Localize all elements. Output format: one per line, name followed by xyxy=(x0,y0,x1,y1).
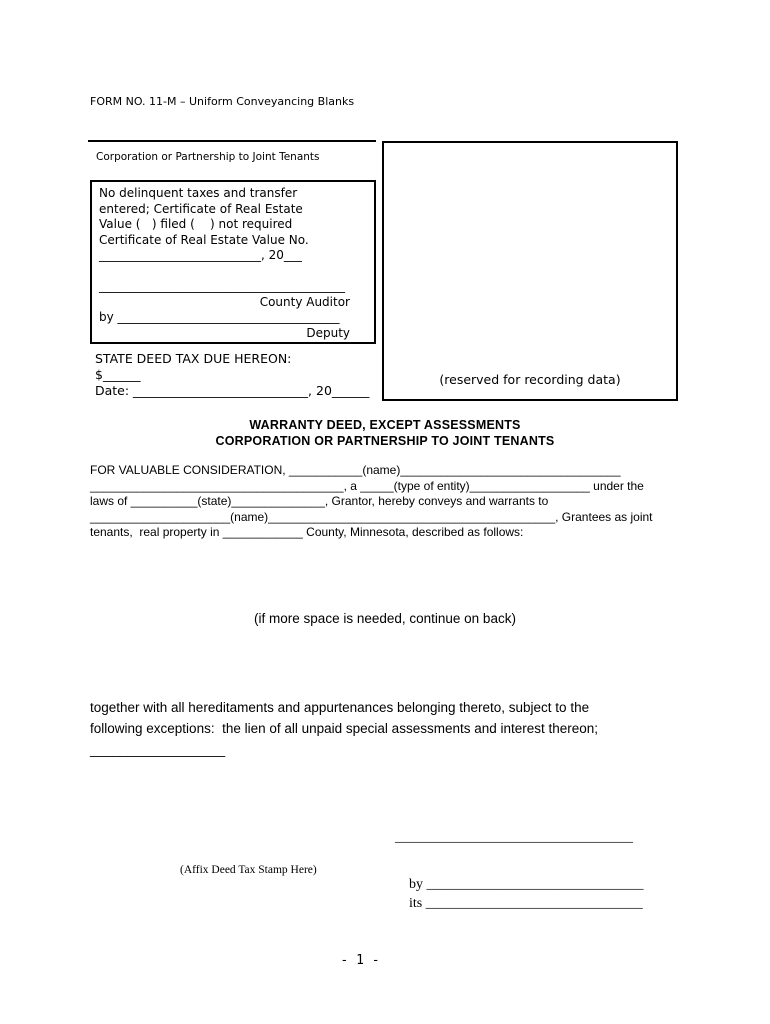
recording-data-box xyxy=(382,141,678,401)
deed-tax-heading: STATE DEED TAX DUE HEREON: xyxy=(95,351,292,366)
consideration-line: laws of __________(state)______________, Grantor, hereby conveys and warrants to xyxy=(90,494,549,508)
deed-tax-stamp-note: (Affix Deed Tax Stamp Here) xyxy=(180,864,317,876)
hereditaments-line: following exceptions: the lien of all unpaid special assessments and interest thereon; xyxy=(90,721,599,736)
deed-tax-amount-blank: $______ xyxy=(95,367,141,382)
consideration-line: _____________________(name)___________________________________________, Grantees as joint xyxy=(90,509,653,524)
consideration-line: tenants, real property in ____________ County, Minnesota, described as follows: xyxy=(90,525,524,539)
consideration-line: ______________________________________, a _____(type of entity)__________________ under the xyxy=(90,478,644,493)
auditor-box-line: entered; Certificate of Real Estate xyxy=(99,201,303,216)
hereditaments-paragraph xyxy=(90,697,690,760)
continue-on-back-note: (if more space is needed, continue on back) xyxy=(254,611,516,626)
page-number: - 1 - xyxy=(340,953,380,968)
hereditaments-line: together with all hereditaments and appurtenances belonging thereto, subject to the xyxy=(90,700,590,715)
deputy-label: Deputy xyxy=(306,325,350,340)
recording-data-label: (reserved for recording data) xyxy=(439,372,621,387)
auditor-box-line: No delinquent taxes and transfer xyxy=(99,186,298,200)
auditor-box-spacer xyxy=(99,264,350,280)
auditor-box-line: Value ( ) filed ( ) not required xyxy=(99,217,293,231)
document-title-line2: CORPORATION OR PARTNERSHIP TO JOINT TENANTS xyxy=(215,434,555,448)
document-title xyxy=(0,417,770,449)
grantor-signature-blank: __________________________________ xyxy=(395,830,633,845)
form-number-label: FORM NO. 11-M – Uniform Conveyancing Blanks xyxy=(90,95,355,108)
auditor-box-line: Certificate of Real Estate Value No. xyxy=(99,232,309,247)
auditor-by-blank: by _____________________________________ xyxy=(99,310,340,324)
its-label: its xyxy=(409,896,426,911)
left-column-top-rule xyxy=(88,140,376,142)
auditor-certification-box xyxy=(90,180,376,344)
form-caption: Corporation or Partnership to Joint Tenants xyxy=(96,151,320,163)
its-signature-blank: _______________________________ xyxy=(425,896,643,911)
deed-tax-date-blank: Date: ____________________________, 20______ xyxy=(95,383,370,398)
document-title-line1: WARRANTY DEED, EXCEPT ASSESSMENTS xyxy=(249,418,521,432)
by-signature-blank: _______________________________ xyxy=(426,877,644,892)
county-auditor-label: County Auditor xyxy=(259,294,350,309)
exceptions-blank-line: __________________ xyxy=(90,742,226,757)
signature-its-row xyxy=(395,880,643,928)
auditor-signature-blank: _________________________________________ xyxy=(99,279,345,293)
state-deed-tax-section xyxy=(95,351,369,399)
by-label: by xyxy=(409,877,427,892)
consideration-paragraph xyxy=(90,463,690,541)
auditor-box-date-blank: ___________________________, 20___ xyxy=(99,248,302,262)
consideration-line: FOR VALUABLE CONSIDERATION, ___________(name)_________________________________ xyxy=(90,463,621,477)
